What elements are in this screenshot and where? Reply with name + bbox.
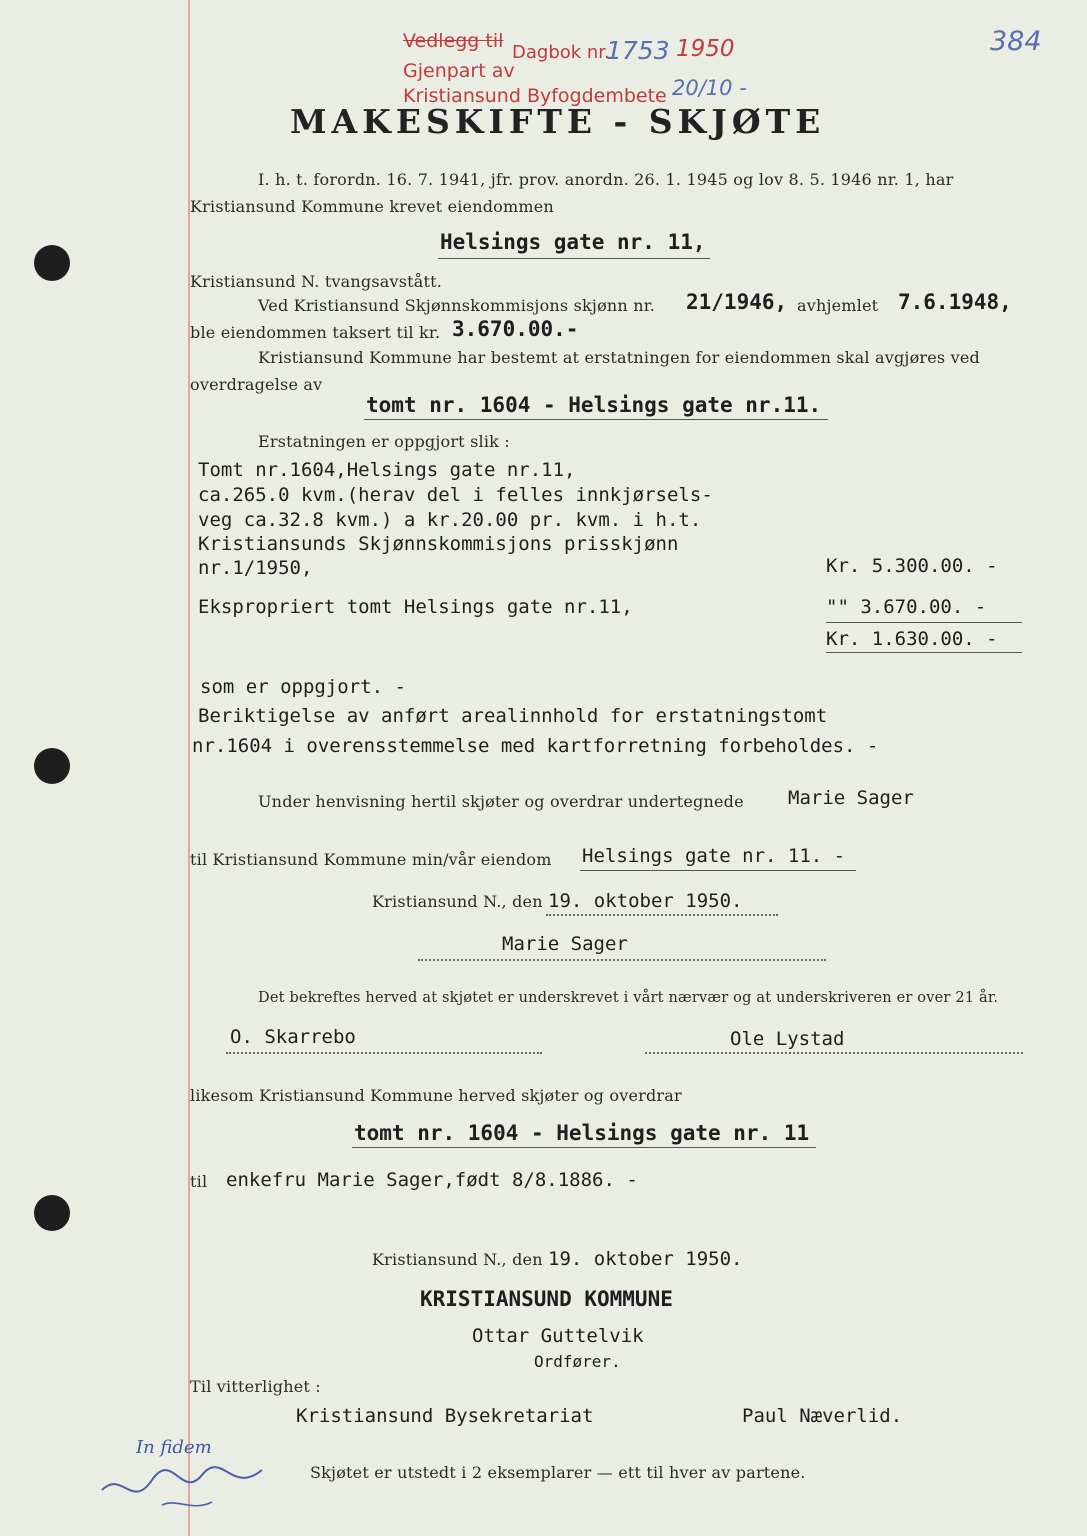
erstatning-label: Erstatningen er oppgjort slik : bbox=[258, 432, 510, 451]
taksert-prefix: ble eiendommen taksert til kr. bbox=[190, 323, 441, 342]
tomt2-name: tomt nr. 1604 - Helsings gate nr. 11 bbox=[354, 1121, 810, 1145]
underline bbox=[364, 419, 828, 420]
oppgjort-line-2: Beriktigelse av anført arealinnhold for erstatningstomt bbox=[198, 705, 828, 727]
skjonn-number: 21/1946, bbox=[686, 290, 788, 314]
intro-line-1: I. h. t. forordn. 16. 7. 1941, jfr. prov. anordn. 26. 1. 1945 og lov 8. 5. 1946 nr. 1, har bbox=[258, 170, 954, 189]
calc-line-4: Kristiansunds Skjønnskommisjons prisskjønn bbox=[198, 533, 679, 555]
signer-1: Marie Sager bbox=[502, 933, 628, 955]
bestemt-line-1: Kristiansund Kommune har bestemt at erstatningen for eiendommen skal avgjøres ved bbox=[258, 348, 980, 367]
oppgjort-line-3: nr.1604 i overensstemmelse med kartforretning forbeholdes. - bbox=[192, 735, 879, 757]
stamp-dagbok-label: Dagbok nr. bbox=[512, 42, 610, 63]
signature-line bbox=[226, 1052, 542, 1054]
punch-hole bbox=[34, 748, 70, 784]
calc-amount-3: Kr. 1.630.00. - bbox=[826, 628, 998, 650]
punch-hole bbox=[34, 245, 70, 281]
stamp-gjenpart: Gjenpart av bbox=[403, 60, 515, 82]
property-name: Helsings gate nr. 11, bbox=[440, 230, 706, 254]
mayor-name: Ottar Guttelvik bbox=[472, 1325, 644, 1347]
witness-2: Ole Lystad bbox=[730, 1028, 845, 1050]
til-kommune-prefix: til Kristiansund Kommune min/vår eiendom bbox=[190, 850, 552, 869]
signature-scribble bbox=[92, 1450, 272, 1520]
til2-prefix: til bbox=[190, 1172, 208, 1191]
mayor-title: Ordfører. bbox=[534, 1352, 621, 1371]
punch-hole bbox=[34, 1195, 70, 1231]
tvangsavstatt-line: Kristiansund N. tvangsavstått. bbox=[190, 272, 443, 291]
stamp-vedlegg: Vedlegg til bbox=[403, 30, 504, 52]
avhjemlet-label: avhjemlet bbox=[797, 296, 879, 315]
calc-line-3: veg ca.32.8 kvm.) a kr.20.00 pr. kvm. i h.t. bbox=[198, 509, 702, 531]
vitterlighet-label: Til vitterlighet : bbox=[190, 1377, 321, 1396]
signature-line bbox=[418, 959, 826, 961]
oppgjort-line-1: som er oppgjort. - bbox=[200, 676, 406, 698]
stamp-office: Kristiansund Byfogdembete bbox=[403, 85, 667, 107]
stamp-dagbok-number: 1753 bbox=[606, 36, 670, 65]
document-title: MAKESKIFTE - SKJØTE bbox=[290, 102, 826, 141]
til2-name: enkefru Marie Sager,født 8/8.1886. - bbox=[226, 1169, 638, 1191]
dotted-line bbox=[546, 914, 778, 916]
bekreftes-line: Det bekreftes herved at skjøtet er underskrevet i vårt nærvær og at underskriveren er over 21 år. bbox=[258, 990, 999, 1006]
utstedt-line: Skjøtet er utstedt i 2 eksemplarer — ett til hver av partene. bbox=[310, 1463, 806, 1482]
margin-line bbox=[188, 0, 190, 1536]
signature-line bbox=[645, 1052, 1023, 1054]
sum-rule bbox=[826, 622, 1022, 623]
underline bbox=[438, 258, 710, 259]
tomt-name: tomt nr. 1604 - Helsings gate nr.11. bbox=[366, 393, 822, 417]
taksert-amount: 3.670.00.- bbox=[452, 317, 579, 341]
date1-value: 19. oktober 1950. bbox=[548, 890, 743, 912]
kommune-name: KRISTIANSUND KOMMUNE bbox=[420, 1287, 673, 1311]
sum-rule bbox=[826, 652, 1022, 653]
bestemt-line-2: overdragelse av bbox=[190, 375, 323, 394]
til-kommune-property: Helsings gate nr. 11. - bbox=[582, 845, 846, 867]
page-number: 384 bbox=[990, 26, 1042, 57]
calc-amount-2: "" 3.670.00. - bbox=[826, 596, 987, 618]
in-fidem-stamp: In fidem bbox=[136, 1437, 212, 1458]
vitterlighet-2: Paul Næverlid. bbox=[742, 1405, 903, 1427]
intro-line-2: Kristiansund Kommune krevet eiendommen bbox=[190, 197, 554, 216]
date2-prefix: Kristiansund N., den bbox=[372, 1250, 543, 1269]
henvisning-name: Marie Sager bbox=[788, 787, 914, 809]
stamp-date: 20/10 - bbox=[672, 76, 747, 100]
skjonn-prefix: Ved Kristiansund Skjønnskommisjons skjønn nr. bbox=[258, 296, 656, 315]
witness-1: O. Skarrebo bbox=[230, 1026, 356, 1048]
underline bbox=[352, 1147, 816, 1148]
vitterlighet-1: Kristiansund Bysekretariat bbox=[296, 1405, 594, 1427]
avhjemlet-date: 7.6.1948, bbox=[898, 290, 1012, 314]
calc-line-5: nr.1/1950, bbox=[198, 557, 313, 579]
calc-line-1: Tomt nr.1604,Helsings gate nr.11, bbox=[198, 459, 576, 481]
date2-value: 19. oktober 1950. bbox=[548, 1248, 743, 1270]
henvisning-prefix: Under henvisning hertil skjøter og overdrar undertegnede bbox=[258, 792, 744, 811]
calc-amount-1: Kr. 5.300.00. - bbox=[826, 555, 998, 577]
calc-line-2: ca.265.0 kvm.(herav del i felles innkjørsels- bbox=[198, 484, 713, 506]
underline bbox=[580, 870, 856, 871]
stamp-year: 1950 bbox=[676, 36, 735, 62]
likesom-line: likesom Kristiansund Kommune herved skjøter og overdrar bbox=[190, 1086, 682, 1105]
date1-prefix: Kristiansund N., den bbox=[372, 892, 543, 911]
calc-line-6: Ekspropriert tomt Helsings gate nr.11, bbox=[198, 596, 633, 618]
